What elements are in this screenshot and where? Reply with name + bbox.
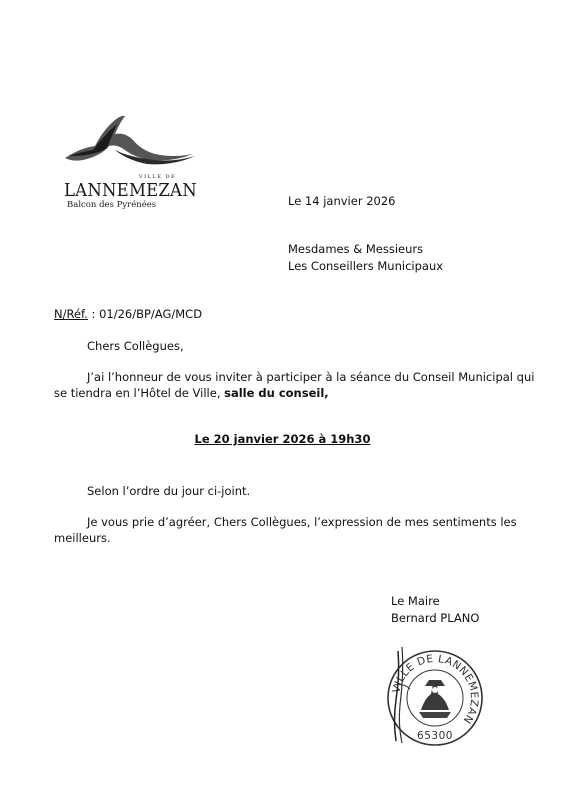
- logo-ville-de: VILLE DE: [139, 174, 177, 180]
- reference-value: : 01/26/BP/AG/MCD: [87, 307, 203, 321]
- signatory-name: Bernard PLANO: [391, 611, 480, 625]
- letter-date: Le 14 janvier 2026: [288, 194, 396, 208]
- seal-postcode: 65300: [417, 730, 453, 742]
- invitation-line-2: [54, 385, 499, 401]
- invitation-line-2-text: se tiendra en l’Hôtel de Ville,: [54, 386, 225, 400]
- meeting-datetime: Le 20 janvier 2026 à 19h30: [194, 432, 371, 446]
- invitation-line-1: J’ai l’honneur de vous inviter à participer à la séance du Conseil Municipal qui: [87, 370, 535, 384]
- logo-town-name: LANNEMEZAN: [64, 180, 197, 201]
- salutation: Chers Collègues,: [87, 339, 184, 353]
- signatory-title: Le Maire: [391, 594, 440, 608]
- invitation-location-bold: salle du conseil,: [224, 386, 329, 400]
- agenda-note: Selon l’ordre du jour ci-joint.: [87, 484, 251, 498]
- seal-text: VILLE DE LANNEMEZAN: [390, 652, 481, 726]
- mountain-logo-icon: [55, 110, 205, 180]
- closing-line-2: meilleurs.: [54, 531, 111, 545]
- reference-label: N/Réf.: [54, 307, 88, 321]
- closing-paragraph: [54, 514, 517, 546]
- recipient-line-1: Mesdames & Messieurs: [288, 242, 424, 256]
- closing-line-1: Je vous prie d’agréer, Chers Collègues, l’expression de mes sentiments les: [87, 515, 517, 529]
- handwritten-signature: [380, 645, 420, 745]
- reference-line: [54, 306, 202, 322]
- town-logo: [55, 110, 205, 210]
- recipient-line-2: Les Conseillers Municipaux: [288, 259, 444, 273]
- logo-tagline: Balcon des Pyrénées: [67, 200, 157, 210]
- invitation-paragraph: [54, 369, 535, 401]
